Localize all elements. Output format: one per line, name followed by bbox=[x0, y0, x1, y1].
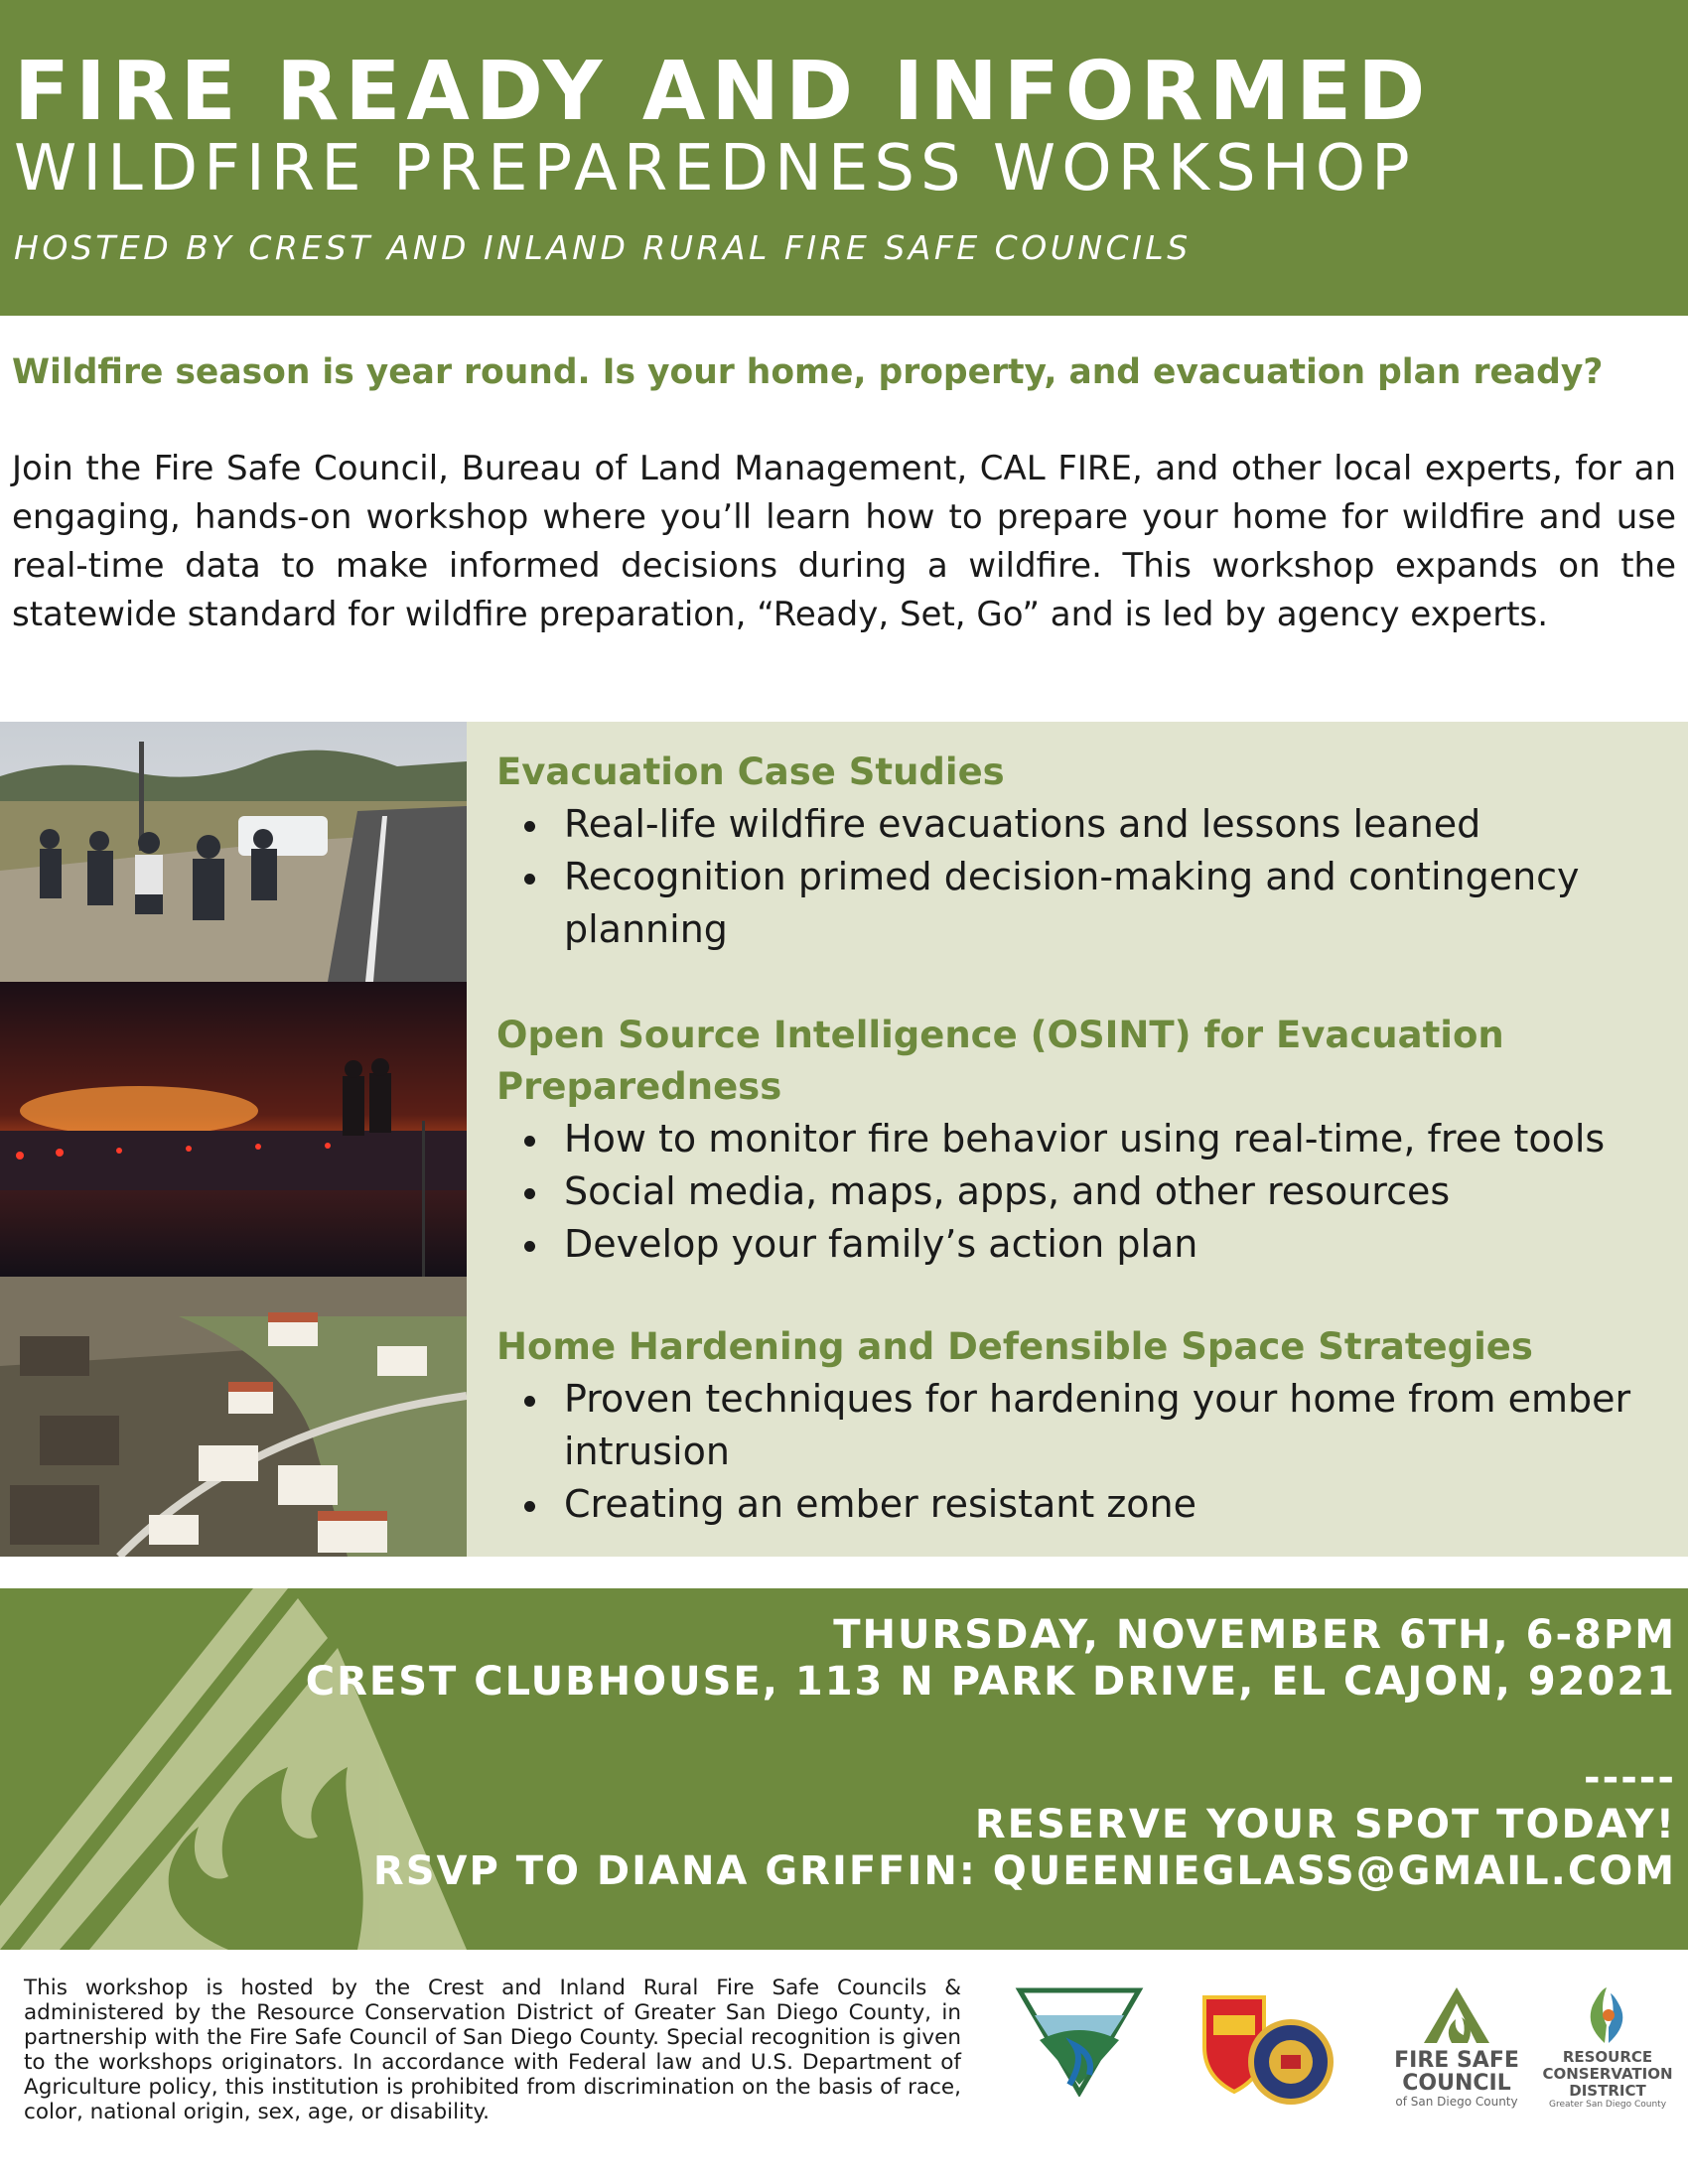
topic-list bbox=[496, 798, 1678, 956]
list-item: Real-life wildfire evacuations and lessons leaned bbox=[496, 798, 1678, 851]
fsc-triangle-icon bbox=[1422, 1985, 1491, 2045]
list-item: Social media, maps, apps, and other resources bbox=[496, 1165, 1678, 1218]
tagline: Wildfire season is year round. Is your home, property, and evacuation plan ready? bbox=[12, 352, 1604, 392]
rcd-name: RESOURCE CONSERVATION DISTRICT bbox=[1542, 2048, 1673, 2100]
event-date: THURSDAY, NOVEMBER 6TH, 6-8PM bbox=[833, 1612, 1676, 1658]
fsc-name: FIRE SAFE COUNCIL bbox=[1394, 2048, 1519, 2096]
topic-heading: Home Hardening and Defensible Space Strategies bbox=[496, 1325, 1533, 1368]
fsc-subtitle: of San Diego County bbox=[1395, 2095, 1518, 2109]
photo-field-group bbox=[0, 722, 467, 982]
rcd-logo bbox=[1537, 1985, 1678, 2110]
topic-osint bbox=[496, 1010, 1678, 1271]
topic-heading: Evacuation Case Studies bbox=[496, 751, 1005, 793]
topic-heading: Open Source Intelligence (OSINT) for Evacuation Preparedness bbox=[496, 1014, 1504, 1108]
photo-wildfire-night bbox=[0, 982, 467, 1277]
topic-evacuation-case-studies bbox=[496, 747, 1678, 956]
list-item: Proven techniques for hardening your home from ember intrusion bbox=[496, 1373, 1678, 1478]
topic-list bbox=[496, 1373, 1678, 1531]
topics-panel bbox=[467, 722, 1688, 1557]
photo-column bbox=[0, 722, 467, 1557]
calfire-badge-icon bbox=[1199, 1987, 1348, 2107]
header-banner bbox=[0, 0, 1688, 316]
event-rsvp: RSVP TO DIANA GRIFFIN: QUEENIEGLASS@GMAIL.COM bbox=[372, 1848, 1676, 1894]
disclaimer-text: This workshop is hosted by the Crest and Inland Rural Fire Safe Councils & administered by the Resource Conservation District of Greater San Diego County, in partnership with the Fire Safe Council of San Diego County. Special recognition is given to the workshops originators. In accordance with Federal law and U.S. Department of Agriculture policy, this institution is prohibited from discrimination on the basis of race, color, national origin, sex, age, or disability. bbox=[24, 1976, 961, 2124]
intro-paragraph: Join the Fire Safe Council, Bureau of Land Management, CAL FIRE, and other local experts, for an engaging, hands-on workshop where you’ll learn how to prepare your home for wildfire and use real-time data to make informed decisions during a wildfire. This workshop expands on the statewide standard for wildfire preparation, “Ready, Set, Go” and is led by agency experts. bbox=[12, 449, 1676, 634]
event-cta: RESERVE YOUR SPOT TODAY! bbox=[974, 1802, 1676, 1847]
event-divider: ----- bbox=[1583, 1755, 1676, 1801]
rcd-subtitle: Greater San Diego County bbox=[1548, 2100, 1667, 2110]
event-location: CREST CLUBHOUSE, 113 N PARK DRIVE, EL CAJON, 92021 bbox=[305, 1659, 1676, 1705]
photo-aerial-homes bbox=[0, 1277, 467, 1557]
fire-safe-council-logo bbox=[1382, 1985, 1531, 2109]
page-title: FIRE READY AND INFORMED bbox=[14, 45, 1432, 139]
topic-home-hardening bbox=[496, 1321, 1678, 1531]
event-details-band bbox=[0, 1588, 1688, 1950]
rcd-leaf-drop-icon bbox=[1583, 1985, 1632, 2045]
list-item: How to monitor fire behavior using real-time, free tools bbox=[496, 1113, 1678, 1165]
list-item: Creating an ember resistant zone bbox=[496, 1478, 1678, 1531]
calfire-sandiego-logo bbox=[1199, 1987, 1348, 2111]
blm-logo bbox=[1015, 1985, 1144, 2101]
list-item: Develop your family’s action plan bbox=[496, 1218, 1678, 1271]
event-info bbox=[306, 1612, 1676, 1895]
page-subtitle: WILDFIRE PREPAREDNESS WORKSHOP bbox=[14, 132, 1416, 205]
list-item: Recognition primed decision-making and contingency planning bbox=[496, 851, 1678, 956]
blm-shield-icon bbox=[1015, 1985, 1144, 2097]
topic-list bbox=[496, 1113, 1678, 1271]
hosted-by-line: HOSTED BY CREST AND INLAND RURAL FIRE SAFE COUNCILS bbox=[14, 228, 1192, 267]
